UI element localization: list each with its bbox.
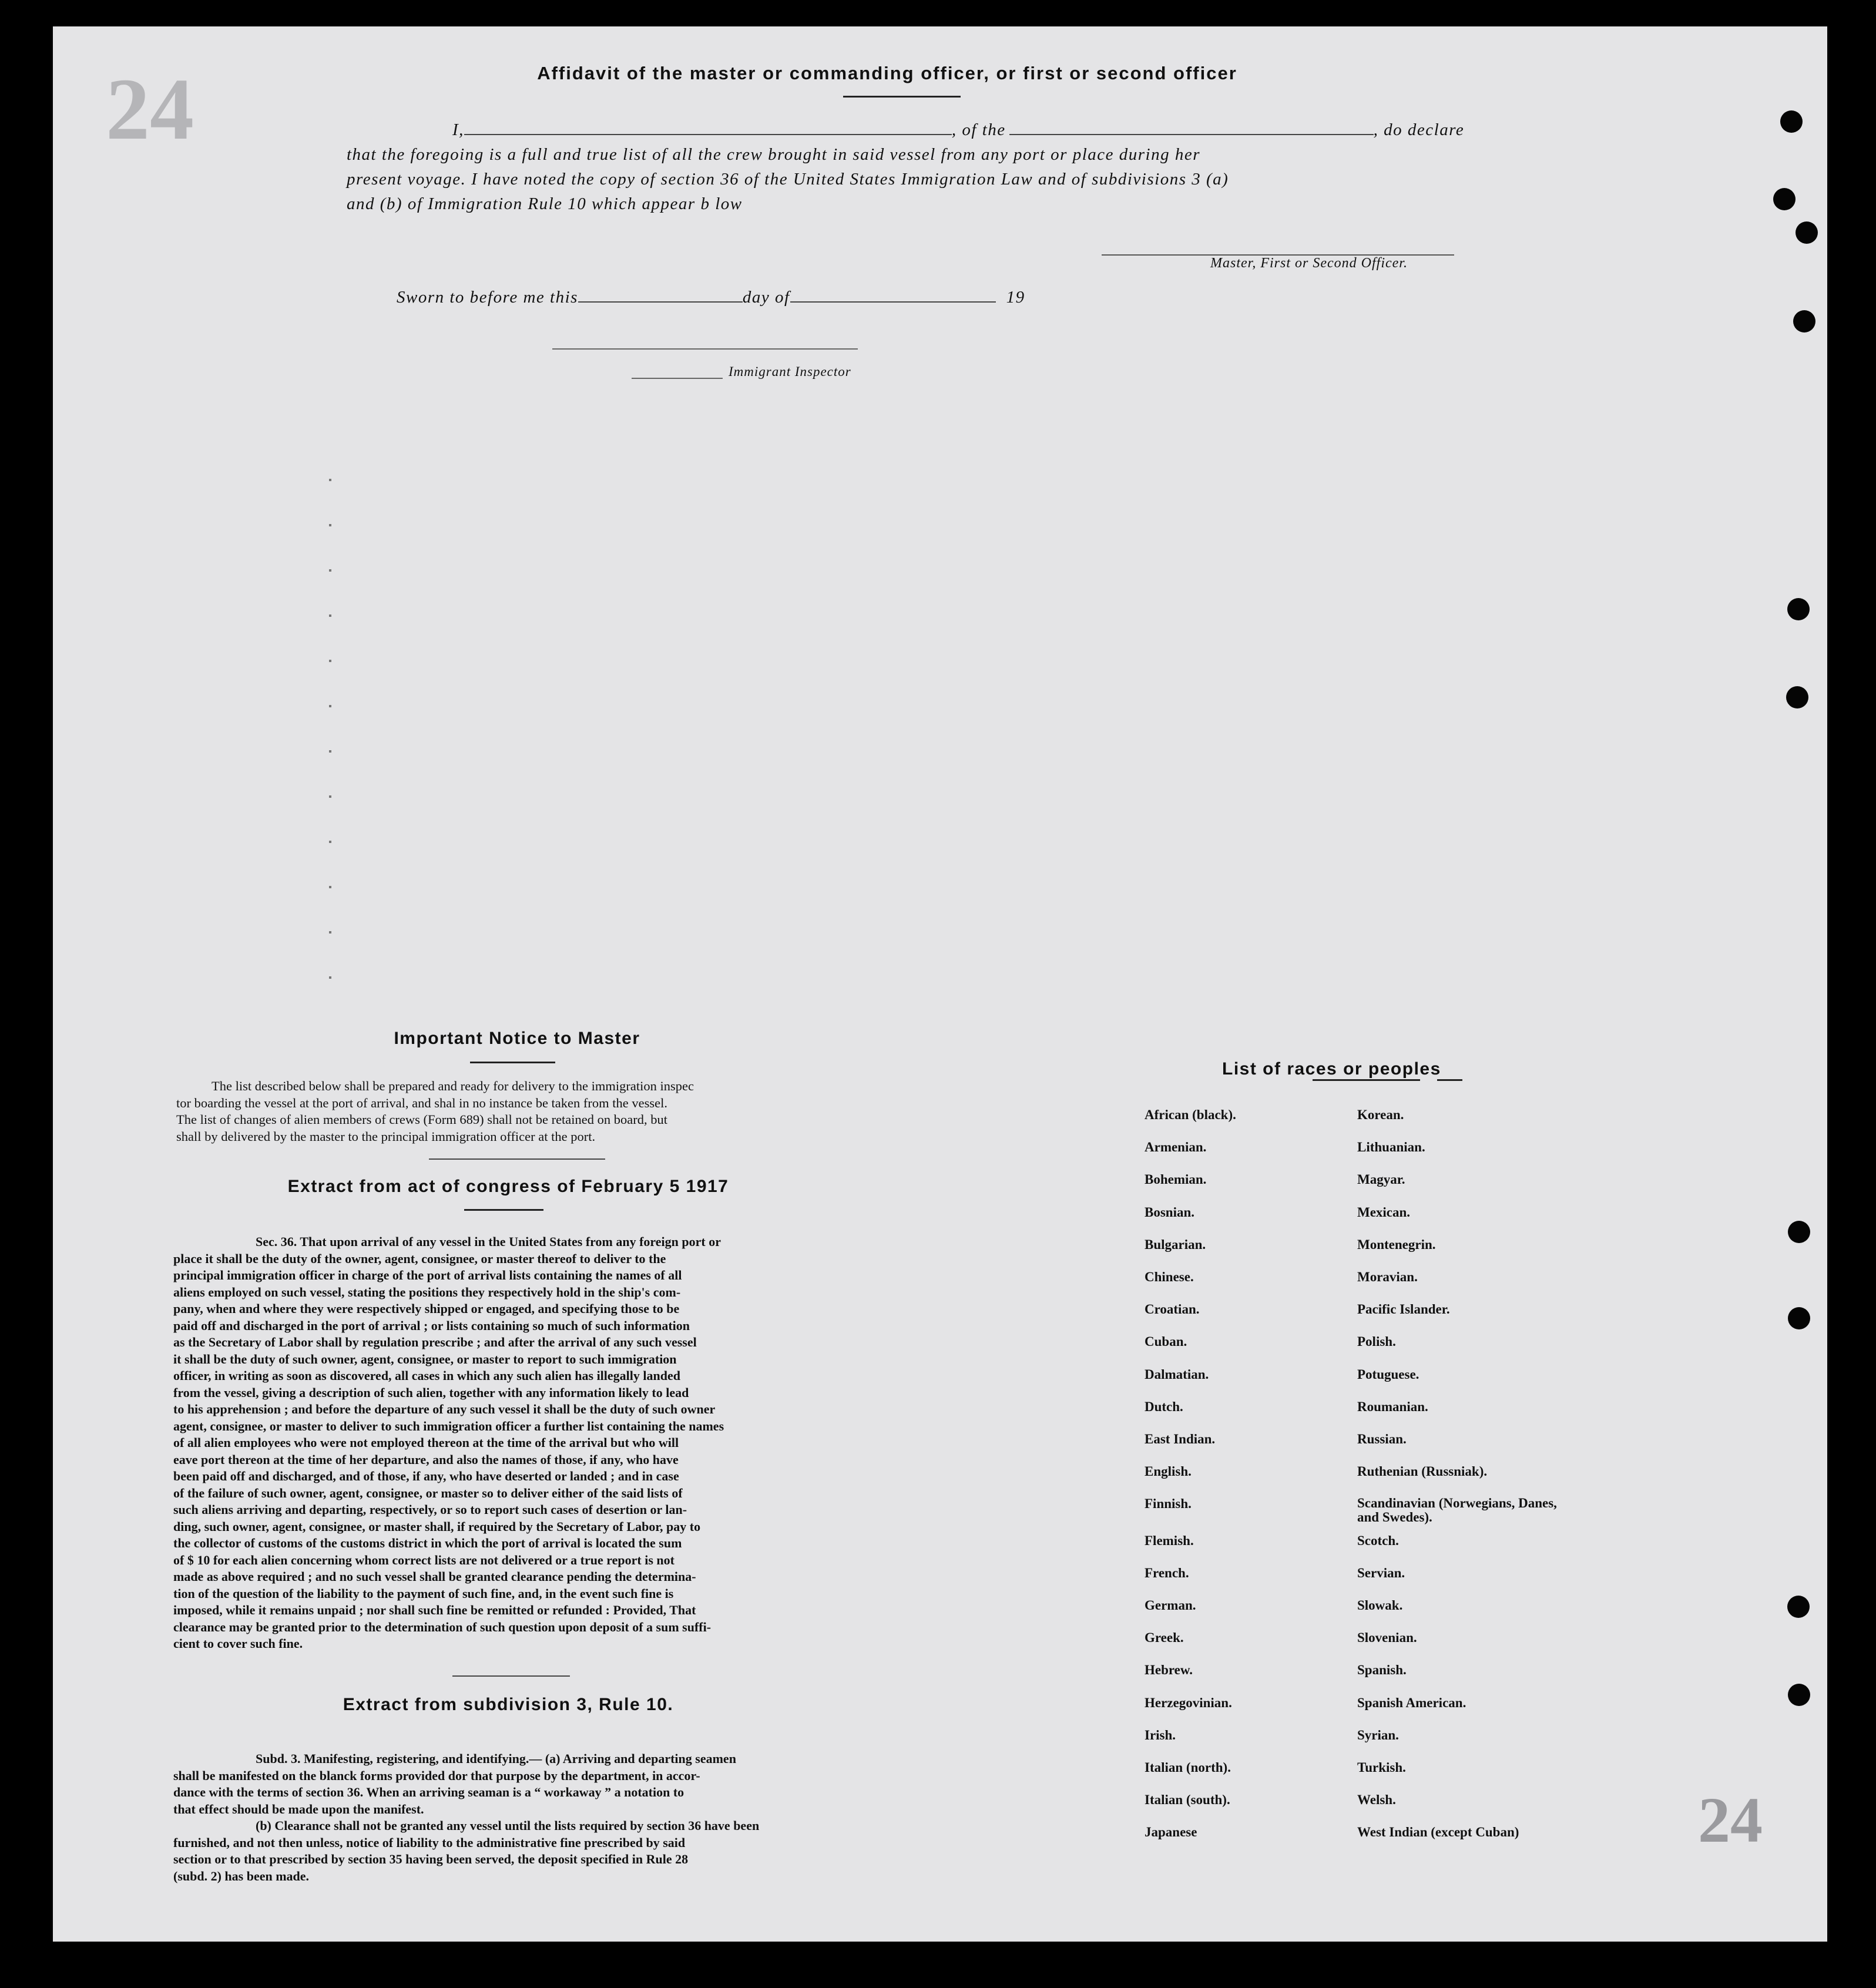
- race-item: Syrian.: [1357, 1728, 1399, 1742]
- race-item: Bohemian.: [1145, 1172, 1207, 1187]
- notice-body: [176, 1078, 840, 1145]
- notice-divider: [429, 1158, 605, 1160]
- extract-act-line: been paid off and discharged, and of those, if any, who have deserted or landed ; and in case: [173, 1469, 679, 1483]
- document-page: [53, 26, 1827, 1942]
- extract-rule-line: dance with the terms of section 36. When an arriving seaman is a “ workaway ” a notation to: [173, 1785, 684, 1799]
- extract-act-line: from the vessel, giving a description of such alien, together with any information likely to lead: [173, 1385, 689, 1400]
- race-item: Irish.: [1145, 1728, 1176, 1742]
- punch-hole: [1780, 110, 1803, 133]
- race-item: Potuguese.: [1357, 1367, 1419, 1382]
- affidavit-title-underline: [843, 96, 961, 98]
- race-item: African (black).: [1145, 1107, 1236, 1122]
- extract-rule-line: that effect should be made upon the manifest.: [173, 1801, 424, 1816]
- extract-rule-line: Subd. 3. Manifesting, registering, and identifying.— (a) Arriving and departing seamen: [256, 1751, 736, 1766]
- margin-tick: [329, 614, 331, 617]
- race-item: East Indian.: [1145, 1432, 1216, 1446]
- race-item: Polish.: [1357, 1334, 1396, 1349]
- day-of-label: day of: [742, 288, 790, 307]
- inspector-signature-line[interactable]: [552, 348, 858, 350]
- inspector-short-line: [632, 378, 723, 379]
- margin-tick: [329, 841, 331, 843]
- notice-line-1: The list described below shall be prepared and ready for delivery to the immigration inspec: [212, 1079, 694, 1093]
- of-the-label: , of the: [951, 120, 1006, 139]
- race-item: Dalmatian.: [1145, 1367, 1209, 1382]
- race-item: Chinese.: [1145, 1270, 1194, 1284]
- extract-act-line: imposed, while it remains unpaid ; nor shall such fine be remitted or refunded : Provided, That: [173, 1603, 696, 1617]
- race-item: Slowak.: [1357, 1598, 1403, 1613]
- do-declare-label: , do declare: [1373, 120, 1465, 139]
- extract-act-text: [173, 1234, 843, 1653]
- margin-tick: [329, 705, 331, 707]
- race-item: Korean.: [1357, 1107, 1404, 1122]
- race-item: Bulgarian.: [1145, 1237, 1206, 1252]
- margin-tick: [329, 931, 331, 933]
- extract-act-title-underline: [464, 1209, 543, 1211]
- race-item: Moravian.: [1357, 1270, 1418, 1284]
- race-item: Servian.: [1357, 1566, 1405, 1580]
- race-item: Herzegovinian.: [1145, 1695, 1232, 1710]
- races-title-underline-or: [1437, 1079, 1462, 1081]
- sworn-label: Sworn to before me this: [397, 288, 578, 307]
- extract-act-line: officer, in writing as soon as discovered, all cases in which any such alien has illegally landed: [173, 1368, 680, 1383]
- race-item: French.: [1145, 1566, 1189, 1580]
- extract-rule-line: shall be manifested on the blanck forms provided dor that purpose by the department, in accor-: [173, 1768, 700, 1783]
- punch-hole: [1773, 188, 1796, 210]
- sworn-day-blank[interactable]: [578, 301, 743, 303]
- extract-rule-line: section or to that prescribed by section 35 having been served, the deposit specified in Rule 28: [173, 1852, 689, 1866]
- extract-act-line: to his apprehension ; and before the departure of any such vessel it shall be the duty of such owner: [173, 1402, 716, 1416]
- extract-rule-line: (subd. 2) has been made.: [173, 1868, 310, 1883]
- race-item: Dutch.: [1145, 1399, 1183, 1414]
- extract-act-line: tion of the question of the liability to the payment of such fine, and, in the event such fine is: [173, 1586, 674, 1601]
- extract-rule-text: [173, 1751, 843, 1885]
- punch-hole: [1788, 1307, 1810, 1329]
- race-item: Japanese: [1145, 1825, 1197, 1839]
- race-item: Scotch.: [1357, 1533, 1399, 1548]
- extract-act-line: Sec. 36. That upon arrival of any vessel in the United States from any foreign port or: [256, 1234, 721, 1249]
- extract-act-line: of $ 10 for each alien concerning whom correct lists are not delivered or a true report is not: [173, 1552, 674, 1567]
- affidavit-body-line-2: present voyage. I have noted the copy of section 36 of the United States Immigration Law and of subdivisions 3 (a): [347, 170, 1229, 189]
- name-blank[interactable]: [464, 134, 952, 135]
- race-item: Scandinavian (Norwegians, Danes, and Swedes).: [1357, 1496, 1557, 1524]
- punch-hole: [1796, 221, 1818, 244]
- race-item: Croatian.: [1145, 1302, 1200, 1317]
- margin-tick: [329, 976, 331, 979]
- inspector-label: Immigrant Inspector: [729, 364, 851, 379]
- race-item: Lithuanian.: [1357, 1140, 1425, 1154]
- extract-act-line: the collector of customs of the customs district in which the port of arrival is located the sum: [173, 1536, 682, 1550]
- race-item: Armenian.: [1145, 1140, 1207, 1154]
- i-label: I,: [452, 120, 464, 139]
- notice-line-3: The list of changes of alien members of crews (Form 689) shall not be retained on board, but: [176, 1112, 668, 1127]
- race-item: West Indian (except Cuban): [1357, 1825, 1519, 1839]
- margin-tick: [329, 524, 331, 526]
- affidavit-title: Affidavit of the master or commanding officer, or first or second officer: [537, 63, 1237, 83]
- margin-tick: [329, 479, 331, 481]
- margin-tick: [329, 795, 331, 798]
- races-title: List of races or peoples: [1222, 1059, 1441, 1079]
- extract-act-line: paid off and discharged in the port of arrival ; or lists containing so much of such information: [173, 1318, 690, 1333]
- act-divider: [452, 1675, 570, 1677]
- punch-hole: [1787, 598, 1810, 620]
- race-item: Spanish American.: [1357, 1695, 1466, 1710]
- extract-rule-line: furnished, and not then unless, notice of liability to the administrative fine prescribed by said: [173, 1835, 686, 1850]
- margin-tick: [329, 750, 331, 753]
- margin-tick: [329, 660, 331, 662]
- affidavit-declaration: [347, 117, 1516, 216]
- margin-tick: [329, 886, 331, 888]
- race-item: Roumanian.: [1357, 1399, 1428, 1414]
- race-item: Finnish.: [1145, 1496, 1192, 1511]
- extract-act-line: place it shall be the duty of the owner, agent, consignee, or master thereof to deliver to the: [173, 1251, 666, 1266]
- affidavit-body-line-3: and (b) of Immigration Rule 10 which appear b low: [347, 194, 743, 213]
- punch-hole: [1788, 1221, 1810, 1243]
- races-title-underline-races: [1313, 1079, 1420, 1081]
- race-item: Turkish.: [1357, 1760, 1406, 1775]
- race-item: Italian (north).: [1145, 1760, 1231, 1775]
- extract-act-line: of all alien employees who were not employed thereon at the time of the arrival but who will: [173, 1435, 679, 1450]
- notice-line-4: shall by delivered by the master to the principal immigration officer at the port.: [176, 1129, 596, 1144]
- extract-act-line: eave port thereon at the time of her departure, and also the names of those, if any, who have: [173, 1452, 679, 1467]
- punch-hole: [1793, 310, 1815, 333]
- race-item: Magyar.: [1357, 1172, 1405, 1187]
- race-item: Flemish.: [1145, 1533, 1194, 1548]
- affidavit-body-line-1: that the foregoing is a full and true list of all the crew brought in said vessel from any port or place during her: [347, 145, 1200, 164]
- extract-act-line: such aliens arriving and departing, respectively, or so to report such cases of desertion or lan-: [173, 1502, 687, 1517]
- race-item: Welsh.: [1357, 1792, 1396, 1807]
- punch-hole: [1788, 1684, 1810, 1706]
- race-item: German.: [1145, 1598, 1196, 1613]
- notice-title-underline: [470, 1062, 555, 1063]
- race-item: Montenegrin.: [1357, 1237, 1436, 1252]
- notice-line-2: tor boarding the vessel at the port of arrival, and shal in no instance be taken from the vessel.: [176, 1095, 667, 1110]
- year-label: 19: [1006, 288, 1025, 307]
- punch-hole: [1786, 686, 1808, 708]
- race-item: Mexican.: [1357, 1205, 1411, 1220]
- margin-tick: [329, 569, 331, 572]
- extract-act-title: Extract from act of congress of February 5 1917: [287, 1177, 729, 1196]
- race-item: Pacific Islander.: [1357, 1302, 1450, 1317]
- race-item: Italian (south).: [1145, 1792, 1230, 1807]
- race-item: English.: [1145, 1464, 1192, 1479]
- punch-hole: [1787, 1596, 1810, 1618]
- page-number-mark-top: 24: [106, 61, 194, 158]
- extract-act-line: made as above required ; and no such vessel shall be granted clearance pending the determina-: [173, 1569, 696, 1584]
- master-signature-label: Master, First or Second Officer.: [1210, 256, 1408, 271]
- extract-act-line: cient to cover such fine.: [173, 1636, 303, 1651]
- page-number-mark-bottom: 24: [1698, 1784, 1763, 1856]
- extract-act-line: agent, consignee, or master to deliver to such immigration officer a further list containing the names: [173, 1418, 724, 1433]
- race-item: Ruthenian (Russniak).: [1357, 1464, 1488, 1479]
- race-item: Bosnian.: [1145, 1205, 1195, 1220]
- race-item: Greek.: [1145, 1630, 1184, 1645]
- race-item: Cuban.: [1145, 1334, 1187, 1349]
- extract-act-line: aliens employed on such vessel, stating the positions they respectively hold in the ship's com-: [173, 1284, 681, 1299]
- extract-act-line: it shall be the duty of such owner, agent, consignee, or master to report to such immigration: [173, 1351, 677, 1366]
- extract-act-line: as the Secretary of Labor shall by regulation prescribe ; and after the arrival of any such vessel: [173, 1335, 697, 1349]
- extract-rule-title: Extract from subdivision 3, Rule 10.: [343, 1695, 674, 1714]
- extract-act-line: ding, such owner, agent, consignee, or master shall, if required by the Secretary of Labor, pay to: [173, 1519, 701, 1534]
- extract-act-line: principal immigration officer in charge of the port of arrival lists containing the names of all: [173, 1268, 682, 1282]
- race-item: Spanish.: [1357, 1663, 1407, 1677]
- extract-act-line: pany, when and where they were respectively shipped or engaged, and specifying those to be: [173, 1301, 680, 1316]
- extract-rule-line: (b) Clearance shall not be granted any vessel until the lists required by section 36 have been: [256, 1818, 760, 1833]
- sworn-month-blank[interactable]: [790, 301, 996, 303]
- race-item: Russian.: [1357, 1432, 1407, 1446]
- extract-act-line: of the failure of such owner, agent, consignee, or master so to deliver either of the said lists of: [173, 1485, 683, 1500]
- vessel-blank[interactable]: [1009, 134, 1374, 135]
- race-item: Hebrew.: [1145, 1663, 1193, 1677]
- sworn-line: [397, 288, 1025, 307]
- notice-title: Important Notice to Master: [394, 1029, 640, 1048]
- extract-act-line: clearance may be granted prior to the determination of such question upon deposit of a sum suffi-: [173, 1619, 712, 1634]
- race-item: Slovenian.: [1357, 1630, 1417, 1645]
